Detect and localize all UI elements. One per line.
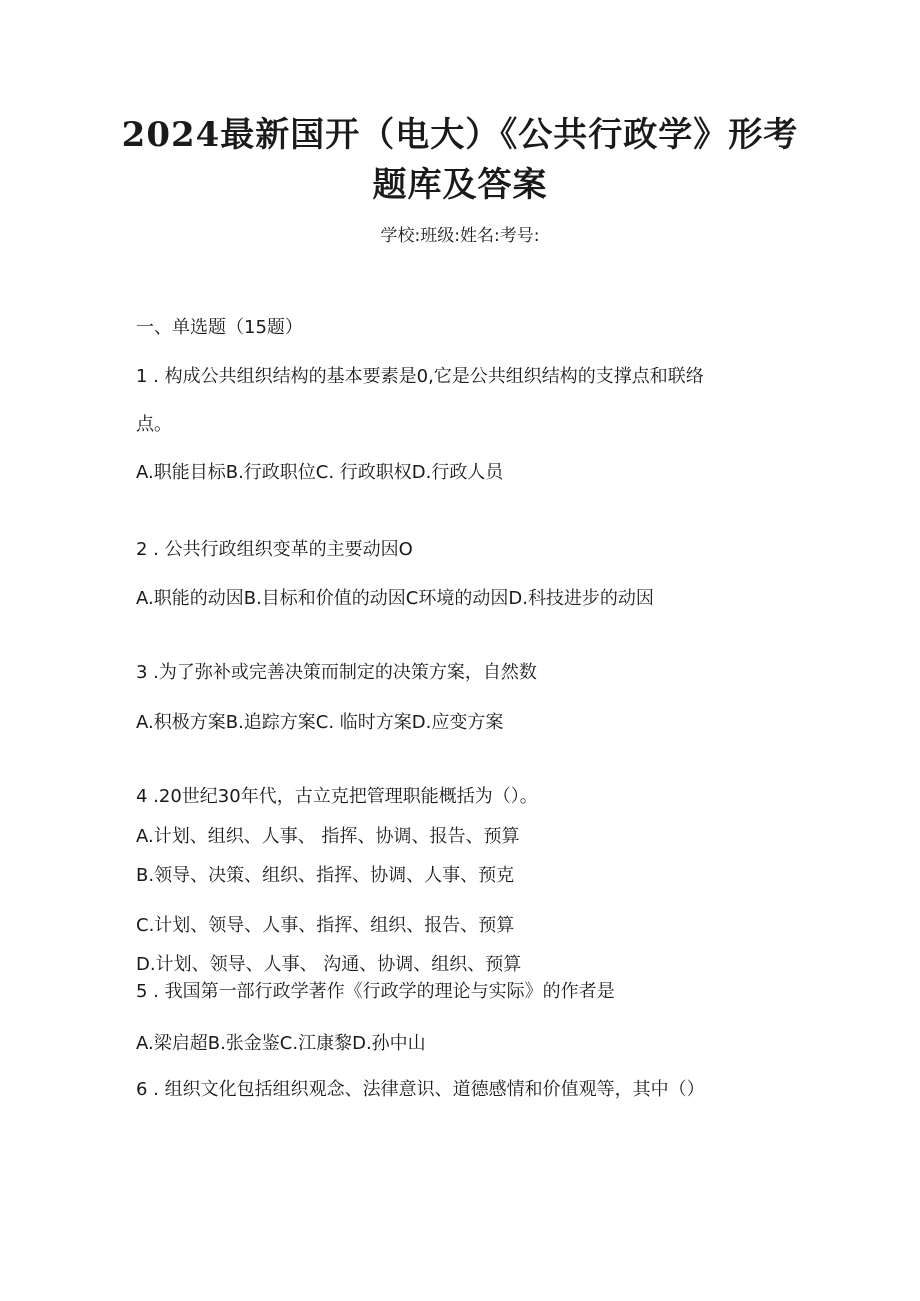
question-1-stem-line-1: 1 . 构成公共组织结构的基本要素是0,它是公共组织结构的支撑点和联络 bbox=[136, 366, 704, 387]
question-4-option-c: C.计划、领导、人事、指挥、组织、报告、预算 bbox=[136, 915, 515, 936]
section-heading: 一、单选题（15题） bbox=[136, 317, 303, 338]
question-2-options: A.职能的动因B.目标和价值的动因C环境的动因D.科技进步的动因 bbox=[136, 588, 654, 609]
question-1-options: A.职能目标B.行政职位C. 行政职权D.行政人员 bbox=[136, 462, 504, 483]
question-3-stem: 3 .为了弥补或完善决策而制定的决策方案，自然数 bbox=[136, 662, 537, 683]
question-4-stem: 4 .20世纪30年代，古立克把管理职能概括为（）。 bbox=[136, 786, 538, 807]
student-info-line: 学校:班级:姓名:考号: bbox=[380, 226, 540, 246]
question-2-stem: 2 . 公共行政组织变革的主要动因O bbox=[136, 539, 413, 560]
question-4-option-d: D.计划、领导、人事、 沟通、协调、组织、预算 bbox=[136, 954, 522, 975]
question-1-stem-line-2: 点。 bbox=[136, 414, 172, 435]
question-5-options: A.梁启超B.张金鉴C.江康黎D.孙中山 bbox=[136, 1033, 426, 1054]
question-4-option-a: A.计划、组织、人事、 指挥、协调、报告、预算 bbox=[136, 826, 520, 847]
question-5-stem: 5 . 我国第一部行政学著作《行政学的理论与实际》的作者是 bbox=[136, 981, 615, 1002]
document-title-line-2: 题库及答案 bbox=[372, 165, 548, 205]
question-3-options: A.积极方案B.追踪方案C. 临时方案D.应变方案 bbox=[136, 712, 504, 733]
question-4-option-b: B.领导、决策、组织、指挥、协调、人事、预克 bbox=[136, 865, 515, 886]
document-title-line-1: 2024最新国开（电大）《公共行政学》形考 bbox=[121, 115, 799, 155]
question-6-stem: 6 . 组织文化包括组织观念、法律意识、道德感情和价值观等，其中（） bbox=[136, 1079, 705, 1100]
